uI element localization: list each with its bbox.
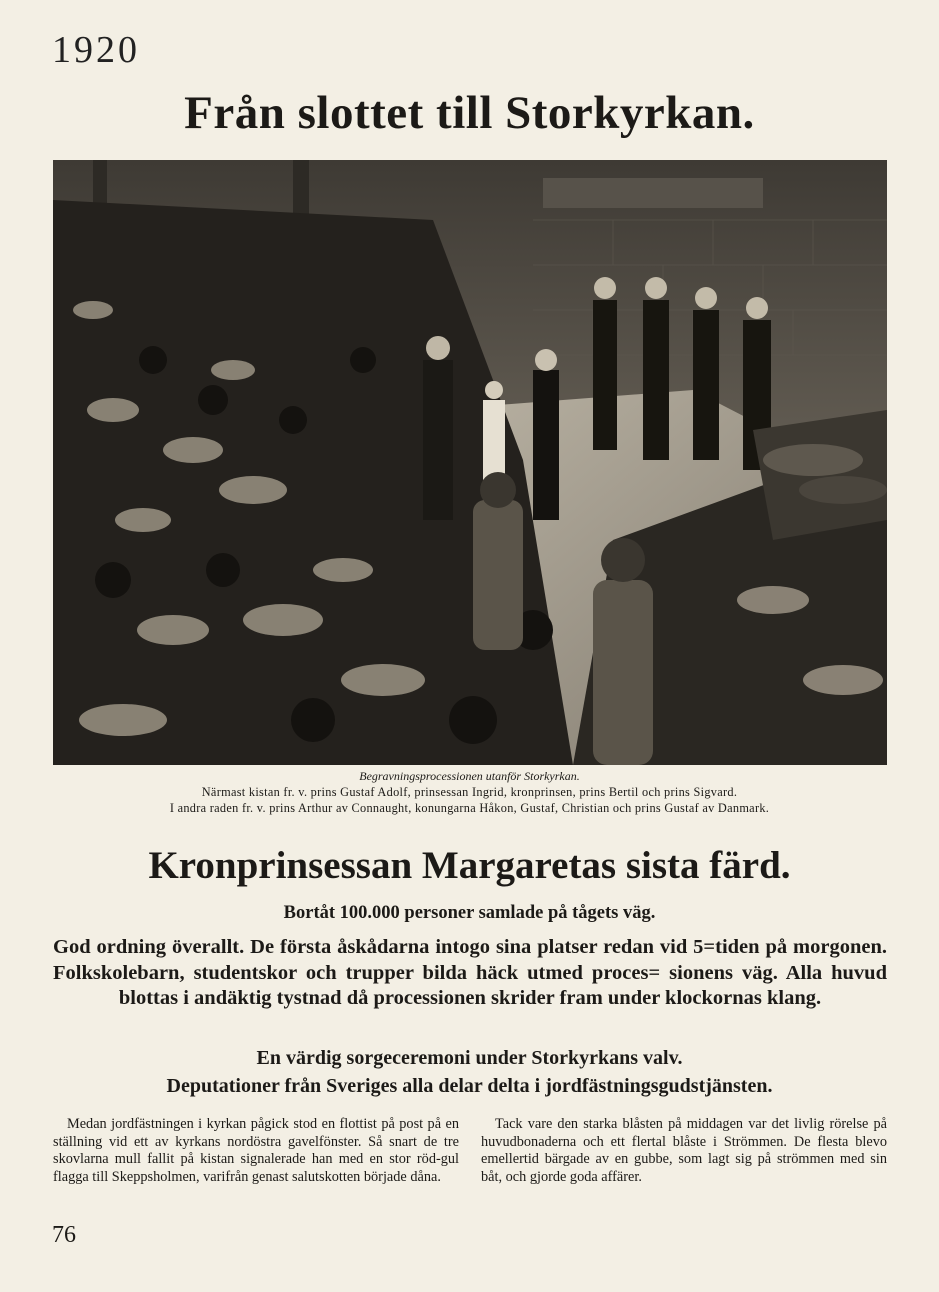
procession-photo (53, 160, 887, 765)
page-title: Från slottet till Storkyrkan. (184, 87, 755, 139)
article-deck-2: Deputationer från Sveriges alla delar delta i jordfästningsgudstjänsten. (166, 1075, 773, 1097)
year-label: 1920 (52, 29, 140, 71)
photo-caption (40, 768, 899, 816)
caption-line-1: Närmast kistan fr. v. prins Gustaf Adolf, prinsessan Ingrid, kronprinsen, prins Bertil och prins Sigvard. (201, 785, 738, 799)
article-subhead: Bortåt 100.000 personer samlade på tågets väg. (283, 903, 656, 923)
procession-photo-illustration (53, 160, 887, 765)
article-lead: God ordning överallt. De första åskådarna intogo sina platser redan vid 5=tiden på morgonen. Folkskolebarn, studentskor och trupper bilda häck utmed proces= sionens väg. Alla huvud blottas i andäktig tystnad då processionen skrider fram under klockornas klang. (53, 936, 887, 1009)
wall-ledge (543, 178, 763, 208)
caption-title: Begravningsprocessionen utanför Storkyrkan. (359, 769, 580, 783)
article-headline: Kronprinsessan Margaretas sista färd. (148, 844, 791, 887)
column-right: Tack vare den starka blåsten på middagen var det livlig rörelse på huvudbonaderna och ett flertal blåste i Strömmen. De flesta blevo emellertid bärgade av en gubbe, som lagt sig på strömmen med sin båt, och gjorde goda affärer. (481, 1116, 887, 1185)
page-number: 76 (52, 1222, 76, 1248)
column-left: Medan jordfästningen i kyrkan pågick stod en flottist på post på en ställning vid ett av kyrkans nordöstra gavelfönster. Så snart de tre skovlarna mull fallit på kistan signalerade han med en stor röd-gul flagga till Skeppsholmen, varifrån genast salutskotten började dåna. (53, 1116, 459, 1185)
article-deck-1: En värdig sorgeceremoni under Storkyrkans valv. (256, 1047, 683, 1069)
coffin-wreaths (753, 410, 887, 540)
caption-line-2: I andra raden fr. v. prins Arthur av Connaught, konungarna Håkon, Gustaf, Christian och prins Gustaf av Danmark. (169, 801, 770, 815)
